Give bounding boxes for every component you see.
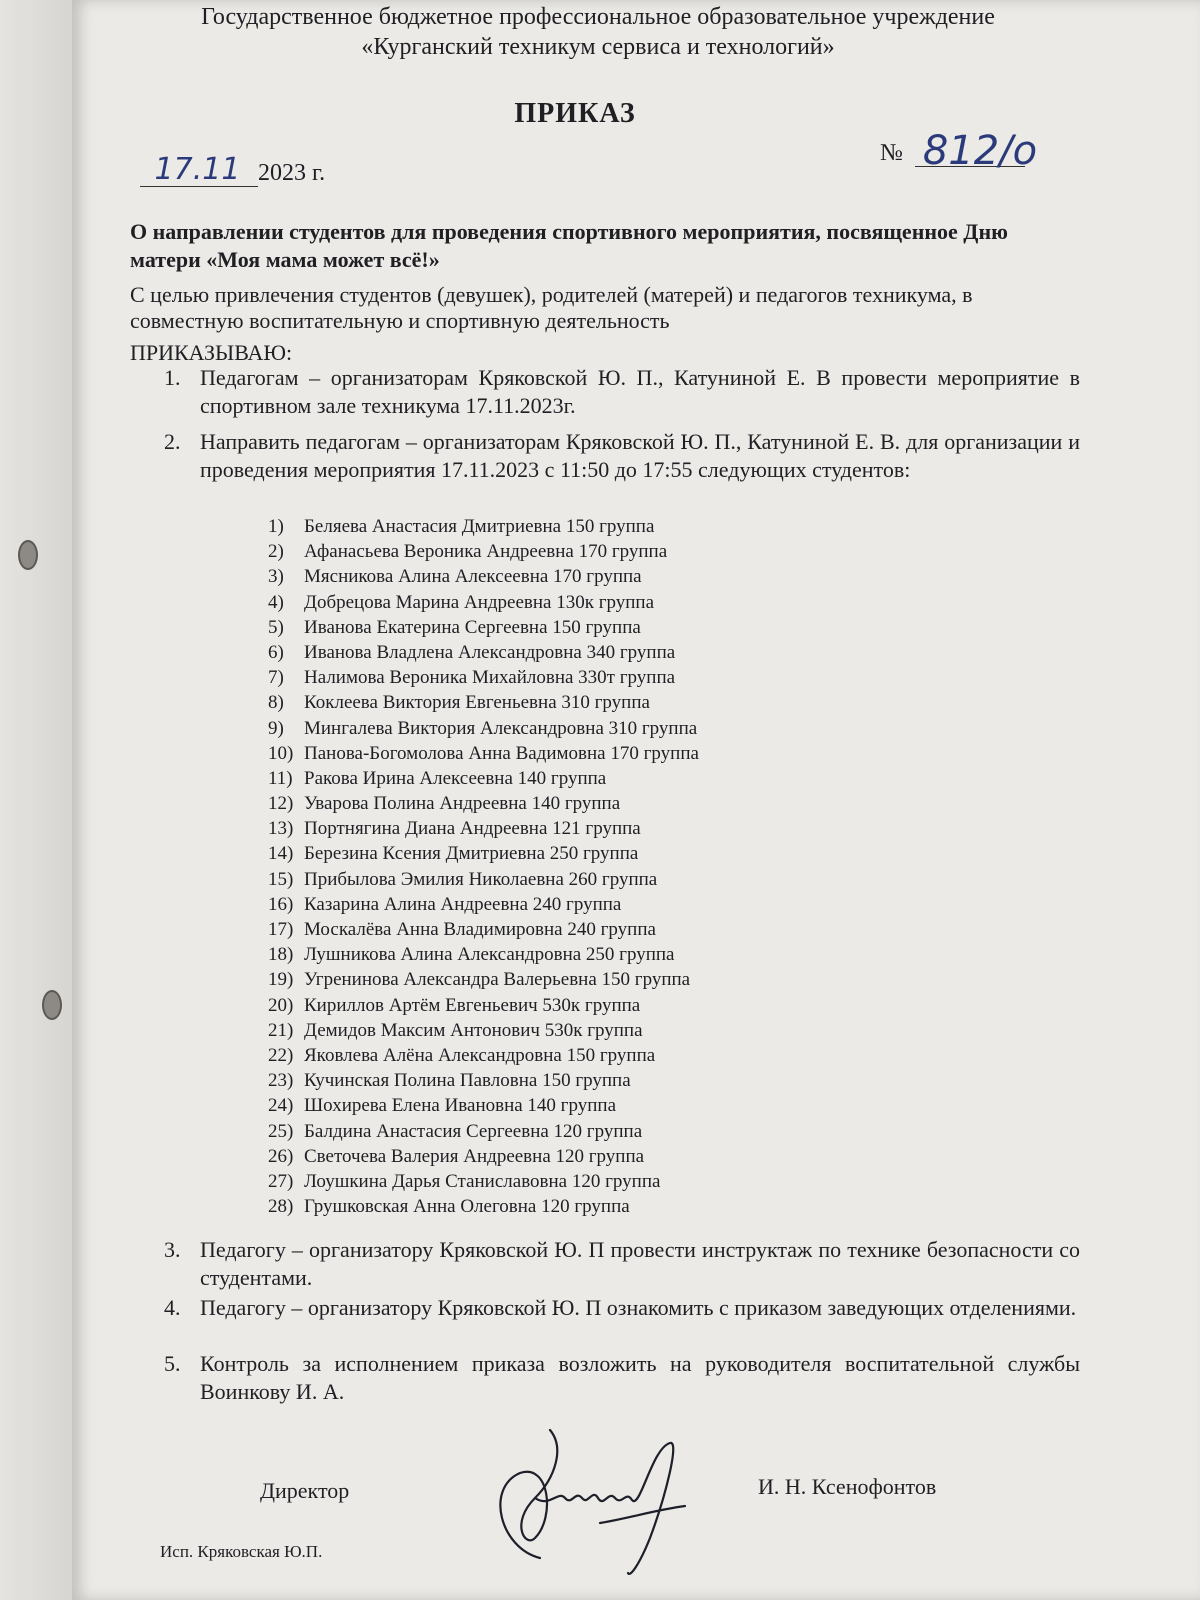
handwritten-signature [480,1428,720,1578]
student-number: 18) [268,944,294,966]
item-text: Направить педагогам – организаторам Кряковской Ю. П., Катуниной Е. В. для организации и проведения мероприятия 17.11.2023 с 11:50 до 17:55 следующих студентов: [200,429,1080,482]
student-row [268,791,699,816]
order-number [880,128,1038,174]
student-number: 13) [268,818,294,840]
student-row [268,766,699,791]
student-row [268,1144,699,1169]
student-row [268,917,699,942]
organization-header [96,2,1100,62]
student-name: Панова-Богомолова Анна Вадимовна 170 группа [304,742,699,764]
student-row [268,942,699,967]
number-label: № [880,140,903,166]
student-row [268,1169,699,1194]
student-name: Балдина Анастасия Сергеевна 120 группа [304,1120,643,1142]
student-number: 5) [268,616,284,638]
student-name: Кириллов Артём Евгеньевич 530к группа [304,994,641,1016]
order-preamble: С целью привлечения студентов (девушек), родителей (матерей) и педагогов техникума, в совместную воспитательную и спортивную деятельность [130,282,973,333]
student-name: Мингалева Виктория Александровна 310 группа [304,717,698,739]
executor-note: Исп. Кряковская Ю.П. [160,1542,323,1561]
handwritten-date: 17.11 [154,152,241,187]
student-name: Казарина Алина Андреевна 240 группа [304,893,622,915]
student-number: 14) [268,843,294,865]
student-row [268,564,699,589]
student-number: 4) [268,591,284,613]
order-item [164,1236,1080,1292]
student-row [268,690,699,715]
item-text: Педагогам – организаторам Кряковской Ю. П., Катуниной Е. В провести мероприятие в спортивном зале техникума 17.11.2023г. [200,365,1080,418]
order-item [164,364,1080,420]
student-number: 19) [268,969,294,991]
student-row [268,1043,699,1068]
punch-hole [18,540,38,570]
student-name: Прибылова Эмилия Николаевна 260 группа [304,868,658,890]
signatory-name: И. Н. Ксенофонтов [758,1474,937,1499]
binder-strip [0,0,72,1600]
student-row [268,993,699,1018]
order-item [164,1294,1080,1322]
org-name-line1: Государственное бюджетное профессиональное образовательное учреждение [201,4,995,30]
item-text: Педагогу – организатору Кряковской Ю. П ознакомить с приказом заведующих отделениями. [200,1295,1077,1320]
student-list [268,514,699,1219]
student-name: Портнягина Диана Андреевна 121 группа [304,818,641,840]
student-number: 16) [268,893,294,915]
student-number: 11) [268,767,293,789]
student-name: Березина Ксения Дмитриевна 250 группа [304,843,639,865]
student-row [268,892,699,917]
student-name: Афанасьева Вероника Андреевна 170 группа [304,541,668,563]
student-number: 22) [268,1044,294,1066]
student-number: 25) [268,1120,294,1142]
student-name: Мясникова Алина Алексеевна 170 группа [304,566,642,588]
student-row [268,716,699,741]
date-year: 2023 г. [258,160,326,186]
item-text: Контроль за исполнением приказа возложить на руководителя воспитательной службы Воинкову И. А. [200,1351,1080,1404]
student-row [268,816,699,841]
student-row [268,1068,699,1093]
student-number: 12) [268,793,294,815]
student-name: Коклеева Виктория Евгеньевна 310 группа [304,692,650,714]
student-name: Светочева Валерия Андреевна 120 группа [304,1145,645,1167]
student-row [268,1093,699,1118]
student-name: Москалёва Анна Владимировна 240 группа [304,919,656,940]
student-name: Шохирева Елена Ивановна 140 группа [304,1095,616,1117]
item-number: 4. [164,1295,181,1320]
student-number: 23) [268,1070,294,1092]
order-item [164,428,1080,484]
student-row [268,741,699,766]
student-number: 17) [268,919,294,940]
student-name: Налимова Вероника Михайловна 330т группа [304,667,676,689]
student-row [268,539,699,564]
student-row [268,1119,699,1144]
item-number: 3. [164,1237,181,1262]
student-row [268,665,699,690]
orders-word: ПРИКАЗЫВАЮ: [130,340,293,365]
student-name: Лушникова Алина Александровна 250 группа [304,944,675,966]
student-name: Ракова Ирина Алексеевна 140 группа [304,767,607,789]
student-number: 15) [268,868,294,890]
student-row [268,615,699,640]
student-number: 21) [268,1019,294,1041]
student-row [268,967,699,992]
student-number: 20) [268,994,294,1016]
student-number: 1) [268,516,284,537]
student-row [268,514,699,539]
item-number: 2. [164,429,181,454]
student-number: 7) [268,667,284,689]
student-row [268,1194,699,1219]
student-row [268,590,699,615]
item-number: 1. [164,365,181,390]
order-item [164,1350,1080,1406]
order-subject: О направлении студентов для проведения спортивного мероприятия, посвященное Дню матери «Моя мама может всё!» [130,219,1008,272]
student-number: 3) [268,566,284,588]
student-number: 24) [268,1095,294,1117]
student-name: Грушковская Анна Олеговна 120 группа [304,1196,630,1218]
item-number: 5. [164,1351,181,1376]
student-name: Угренинова Александра Валерьевна 150 группа [304,969,691,991]
student-name: Демидов Максим Антонович 530к группа [304,1019,643,1041]
student-row [268,640,699,665]
student-name: Лоушкина Дарья Станиславовна 120 группа [304,1170,661,1192]
item-text: Педагогу – организатору Кряковской Ю. П провести инструктаж по технике безопасности со студентами. [200,1237,1080,1290]
student-number: 6) [268,641,284,663]
student-name: Иванова Владлена Александровна 340 группа [304,641,676,663]
student-number: 8) [268,692,284,714]
signatory-title: Директор [260,1478,350,1503]
student-number: 9) [268,717,284,739]
student-row [268,1018,699,1043]
punch-hole [42,990,62,1020]
student-name: Беляева Анастасия Дмитриевна 150 группа [304,516,655,537]
student-row [268,867,699,892]
student-number: 28) [268,1196,294,1218]
org-name-line2: «Курганский техникум сервиса и технологий» [361,34,835,60]
student-name: Кучинская Полина Павловна 150 группа [304,1070,631,1092]
student-name: Яковлева Алёна Александровна 150 группа [304,1044,656,1066]
order-date [140,152,326,187]
handwritten-number: 812/о [922,128,1038,174]
student-number: 26) [268,1145,294,1167]
student-number: 2) [268,541,284,563]
student-name: Иванова Екатерина Сергеевна 150 группа [304,616,641,638]
student-name: Уварова Полина Андреевна 140 группа [304,793,621,815]
document-title: ПРИКАЗ [514,98,636,129]
student-number: 10) [268,742,294,764]
student-name: Добрецова Марина Андреевна 130к группа [304,591,655,613]
student-row [268,841,699,866]
student-number: 27) [268,1170,294,1192]
